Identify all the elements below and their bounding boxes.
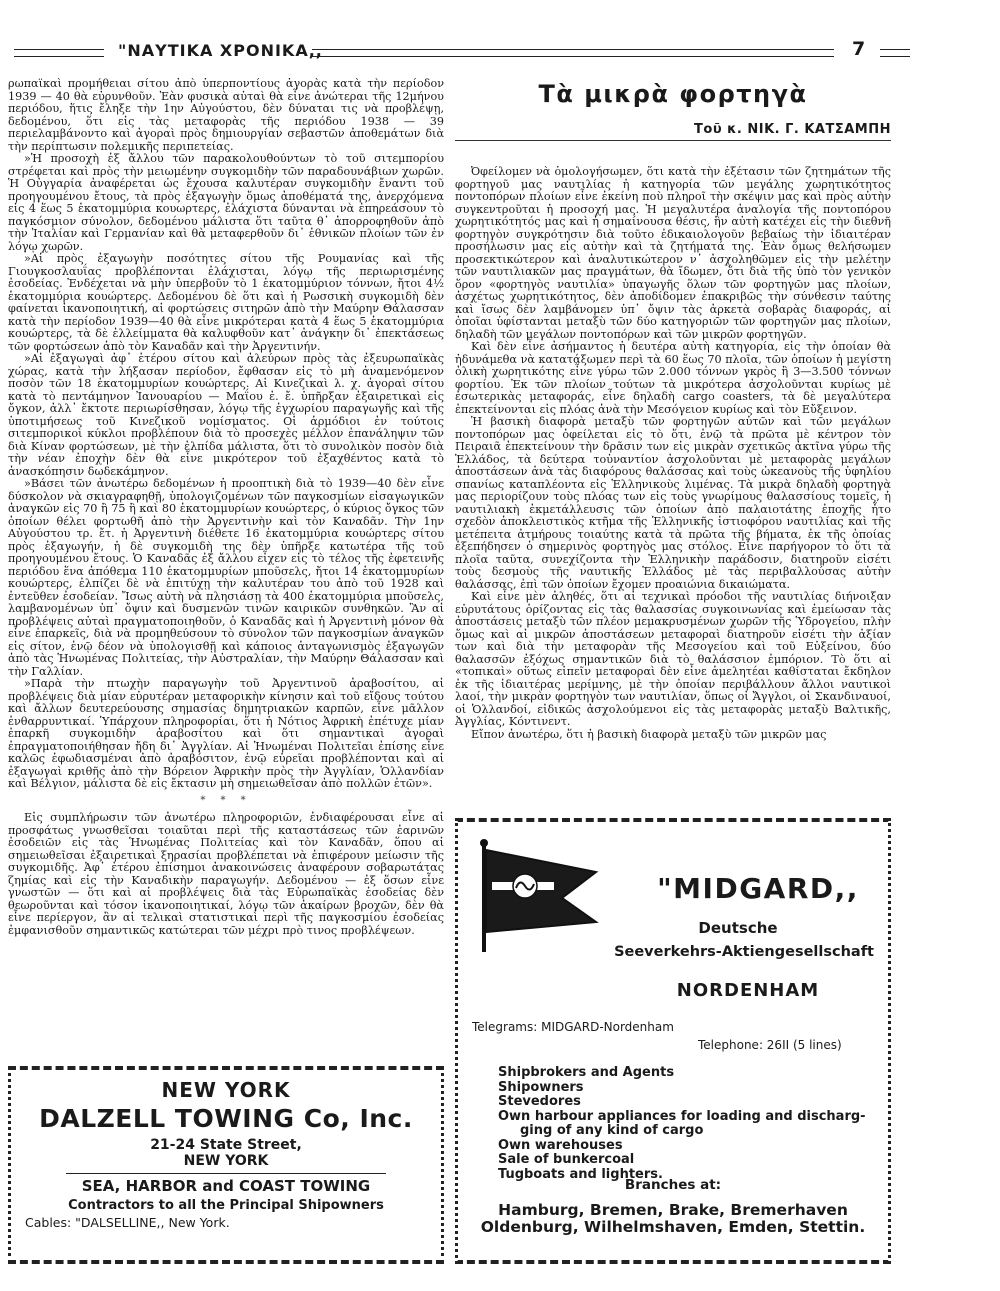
branches-line: Hamburg, Bremen, Brake, Bremerhaven <box>498 1201 848 1219</box>
ad-brand-name: "MIDGARD,, <box>657 872 859 905</box>
ad-services-list <box>498 1066 878 1182</box>
header-rule-middle <box>312 49 834 57</box>
ad-company-prefix: Deutsche <box>698 919 778 937</box>
service-item: Own warehouses <box>498 1137 623 1153</box>
article-paragraph: Καὶ εἶνε μὲν ἀληθές, ὅτι αἱ τεχνικαὶ πρόοδοι τῆς ναυτιλίας διήνοιξαν εὐρυτάτους ὁρίζοντας εἰς τὰς θαλασσίας συγκοινωνίας καὶ ἐμείωσαν τὰς ἀποστάσεις μεταξὺ τῶν πλέον μεμακρυσμένων χωρῶν τῆς Ὑδρογείου, πλὴν ὅμως καὶ αἱ μικρῶν ἀποστάσεων μεταφοραὶ διατηροῦν εἰσέτι τὴν ἀξίαν των καὶ διὰ τὴν μεταφορὰν τῆς Μεσογείου καὶ τοῦ Εὐξείνου, δύο θαλασσῶν ἐξόχως σημαντικῶν διὰ τὸ θαλάσσιον ἐμπόριον. Τὸ ὅτι αἱ «τοπικαὶ» οὕτως εἰπεῖν μεταφοραὶ δὲν εἶνε ἀμελητέαι καθίσταται ἔκδηλον ἐκ τῆς ἰδιαιτέρας μερίμνης, μὲ τὴν ὁποίαν περιβάλλουν ἄλλοι ναυτικοὶ λαοί, τὴν μικρὰν φορτηγὸν των ναυτιλίαν, ὅπως οἱ Ἄγγλοι, οἱ Σκανδιναυοί, οἱ Ὁλλανδοί, εἰδικῶς ἀσχολούμενοι εἰς τὰς μεταφορὰς μεταξὺ Βαλτικῆς, Ἀγγλίας, Κόντινεντ. <box>455 590 891 728</box>
ad-branches-title: Branches at: <box>624 1177 722 1193</box>
ad-address-street: 21-24 State Street, <box>150 1137 302 1153</box>
left-column-text <box>8 78 444 1063</box>
left-paragraph: »Αἱ ἐξαγωγαὶ ἀφ᾽ ἑτέρου σίτου καὶ ἀλεύρων πρὸς τὰς ἐξευρωπαϊκὰς χώρας, κατὰ τὴν λήξασαν περίοδον, ἔφθασαν εἰς τὸ μὴ ἀναμενόμενον ποσὸν τῶν 18 ἑκατομμυρίων κουώρτερς. Αἱ Κινεζικαὶ λ. χ. ἀγοραὶ σίτου κατὰ τὸ πεντάμηνον Ἰανουαρίου — Μαΐου ἐ. ἔ. ὑπῆρξαν ἐξαιρετικαὶ εἰς ὄγκον, ἀλλ᾽ ἔκτοτε περιωρίσθησαν, λόγῳ τῆς ἐγχωρίου παραγωγῆς καὶ τῆς ὑποτιμήσεως τοῦ Κινεζικοῦ νομίσματος. Οἱ ἁρμόδιοι ἐν τούτοις σιτεμπορικοὶ κύκλοι προβλέπουν διὰ τὸ προσεχὲς μέλλον ἐπανάληψιν τῶν διὰ Κίναν φορτώσεων, μὲ τὴν ἐλπίδα μάλιστα, ὅτι τὸ συνολικὸν ποσὸν διὰ τὴν νέαν ἐποχὴν δὲν θὰ εἶνε μικρότερον τοῦ ἐξαχθέντος κατὰ τὸ ἀνασκόπησιν δωδεκάμηνον. <box>8 352 444 478</box>
service-item: Shipbrokers and Agents <box>498 1065 675 1080</box>
ad-company-name: DALZELL TOWING Co, Inc. <box>39 1104 413 1133</box>
ad-dalzell-towing <box>8 1066 444 1264</box>
ad-telegrams: Telegrams: MIDGARD-Nordenham <box>472 1020 674 1034</box>
service-item: Tugboats and lighters. <box>498 1166 663 1182</box>
ad-branches <box>458 1202 888 1236</box>
closing-paragraph: Εἰς συμπλήρωσιν τῶν ἀνωτέρω πληροφοριῶν, ἐνδιαφέρουσαι εἶνε αἱ προσφάτως γνωσθεῖσαι τοιαῦται περὶ τῆς καταστάσεως τῶν ἐαρινῶν ἐσοδειῶν εἰς τὰς Ἡνωμένας Πολιτείας καὶ τὸν Καναδᾶν, ὅπου αἱ σημειωθεῖσαι ἐξαιρετικαὶ ξηρασίαι προβλέπεται νὰ ἐπιφέρουν μείωσιν τῆς συγκομιδῆς. Ἀφ᾽ ἑτέρου ἐπίσημοι ἀνακοινώσεις ἀναφέρουν σοβαρωτάτας ζημίας καὶ εἰς τὴν Καναδικὴν παραγωγήν. Δεδομένου — ἐξ ὅσων εἶνε γνωστῶν — ὅτι καὶ αἱ προβλέψεις διὰ τὰς Εὐρωπαϊκὰς ἐσοδείας δὲν θεωροῦνται καὶ τόσον ἱκανοποιητικαί, λόγῳ τῶν ἀκαίρων βροχῶν, δὲν θὰ εἶνε περίεργον, ἂν αἱ τελικαὶ στατιστικαὶ περὶ τῆς παγκοσμίου ἐσοδείας ἐμφανισθοῦν σημαντικῶς κατώτεραι τῶν μέχρι πρὸ τινος προβλέψεων. <box>8 811 444 937</box>
ad-divider <box>66 1173 386 1174</box>
running-header <box>14 38 956 68</box>
article-paragraph: Ὀφείλομεν νὰ ὁμολογήσωμεν, ὅτι κατὰ τὴν ἐξέτασιν τῶν ζητημάτων τῆς φορτηγοῦ μας ναυτιλίας ἡ κατηγορία τῶν μεγάλης χωρητικότητος ποντοπόρων πλοίων εἶνε ἐκείνη ποὺ πληροῖ τὴν σκέψιν μας καὶ πρὸς αὐτὴν συγκεντροῦται ἡ προσοχή μας. Ἡ μεγαλυτέρα ἀναλογία τῆς ποντοπόρου χωρητικότητός μας καὶ ἡ σημαίνουσα θέσις, ἣν αὐτὴ κατέχει εἰς τὴν διεθνῆ φορτηγὸν συγκρότησιν διὰ τοῦτο ἐδικαιολογοῦν βεβαίως τὴν ἰδιαιτέραν προσήλωσιν μας εἰς αὐτὴν καὶ τὰ ζητήματά της. Ἐὰν ὅμως θελήσωμεν προσεκτικώτερον καὶ ἀναλυτικώτερον ν᾽ ἀσχοληθῶμεν εἰς τὴν μελέτην τῶν ναυτιλιακῶν μας πραγμάτων, θὰ ἴδωμεν, ὅτι διὰ τῆς ὑπὸ τὸν γενικὸν ὅρον «φορτηγὸς ναυτιλία» ὑπαγωγῆς ὅλων τῶν φορτηγῶν μας πλοίων, ἀσχέτως χωρητικότητος, δὲν ἀποδίδομεν ἐπακριβῶς τὴν σύνθεσιν ταύτης καὶ ἴσως δὲν λαμβάνομεν ὑπ᾽ ὄψιν τὰς ἀρκετὰ σοβαρὰς διαφοράς, αἱ ὁποῖαι ὑφίστανται μεταξὺ τῶν δύο κατηγοριῶν τῶν φορτηγῶν μας πλοίων, δηλαδὴ τῶν μεγάλων ποντοπόρων καὶ τῶν μικρῶν φορτηγῶν. <box>455 166 891 341</box>
ad-city: NEW YORK <box>161 1078 291 1102</box>
article-paragraph: Ἡ βασικὴ διαφορὰ μεταξὺ τῶν φορτηγῶν αὐτῶν καὶ τῶν μεγάλων ποντοπόρων μας ὀφείλεται εἰς τὸ ὅτι, ἐνῷ τὰ πρῶτα μὲ κέντρον τὸν Πειραιᾶ ἐπεκτείνουν τὴν δρᾶσιν των εἰς μικρὰν σχετικῶς ἀκτῖνα γύρω τῆς Ἑλλάδος, τὰ δεύτερα τοὐναντίον ἀσχολοῦνται μὲ μεταφορὰς μεγάλων ἀποστάσεων ἀνὰ τὰς διαφόρους θαλάσσας καὶ τοὺς ὠκεανοὺς τῆς ὑφηλίου σπανίως καταπλέοντα εἰς Ἑλληνικοὺς λιμένας. Τὰ μικρὰ δηλαδὴ φορτηγὰ μας περιορίζουν τοὺς πλόας των εἰς τοὺς γνωρίμους θαλασσίους τομεῖς, ἡ ναυτιλιακὴ ἐκμετάλλευσις τῶν ὁποίων ἀπὸ παλαιοτάτης ἐποχῆς ἦτο σχεδὸν ἀποκλειστικὸς κτῆμα τῆς Ἑλληνικῆς ἱστιοφόρου ναυτιλίας καὶ τῆς μετέπειτα ἀτμήρους τοιαύτης κατὰ τὰ πρῶτα τῆς βήματα, ἐκ τῆς ὁποίας ἐξεπήδησεν ὁ σημερινὸς φορτηγὸς μας στόλος. Εἶνε παρήγορον τὸ ὅτι τὰ πλοῖα ταῦτα, συνεχίζοντα τὴν Ἑλληνικὴν παράδοσιν, διατηροῦν εἰσέτι τοὺς δεσμοὺς τῆς ναυτικῆς Ἑλλάδος μὲ τὰς περιβαλλούσας αὐτὴν θαλάσσας, ἐπὶ τῶν ὁποίων ἔχομεν προαιώνια δικαιώματα. <box>455 415 891 591</box>
article-paragraph: Καὶ δὲν εἶνε ἀσήμαντος ἡ δευτέρα αὐτὴ κατηγορία, εἰς τὴν ὁποίαν θὰ ἠδυνάμεθα νὰ κατατάξωμεν περὶ τὰ 60 ἕως 70 πλοῖα, τῶν ὁποίων ἡ μεγίστη ὁλικὴ χωρητικότης εἶνε γύρω τῶν 2.000 τόννων γκρὸς ἢ 3—3.500 τόννων φορτίου. Ἐκ τῶν πλοίων τούτων τὰ μικρότερα ἀσχολοῦνται κυρίως μὲ ἐσωτερικὰς μεταφοράς, εἶνε δηλαδὴ cargo coasters, τὰ δὲ μεγαλύτερα ἐπεκτείνονται εἰς πλόας ἀνὰ τὴν Μεσόγειον κυρίως καὶ τὸν Εὔξεινον. <box>455 340 891 416</box>
journal-title: "ΝΑΥΤΙΚΑ ΧΡΟΝΙΚΑ,, <box>118 41 323 60</box>
page-number: 7 <box>852 38 866 60</box>
left-paragraph: »Ἡ προσοχὴ ἐξ ἄλλου τῶν παρακολουθούντων τὸ τοῦ σιτεμπορίου στρέφεται καὶ πρὸς τὴν μειωμένην συγκομιδὴν τῶν παραδουνάβιων χωρῶν. Ἡ Οὐγγαρία ἀναφέρεται ὡς ἔχουσα καλυτέραν συγκομιδὴν ἔναντι τοῦ προηγουμένου ἔτους, τὰ πρὸς ἐξαγωγὴν ὅμως ἀποθέματά της, ἀνερχόμενα εἰς 4 ἕως 5 ἑκατομμύρια κουωρτερς, ἐλάχιστα δύνανται νὰ ἐπηρεάσουν τὸ παγκόσμιον σύνολον, δεδομένου μάλιστα ὅτι ταῦτα θ᾽ ἀπορροφηθοῦν ἀπὸ τὴν Ἰταλίαν καὶ Γερμανίαν καὶ θὰ μεταφερθοῦν δι᾽ ἐθνικῶν πλοίων τῶν ἐν λόγῳ χωρῶν. <box>8 152 444 253</box>
left-paragraph: »Αἱ πρὸς ἐξαγωγὴν ποσότητες σίτου τῆς Ρουμανίας καὶ τῆς Γιουγκοσλαυΐας προβλέπονται ἐλάχισται, λόγῳ τῆς περιωρισμένης ἐσοδείας. Ἐνδέχεται νὰ μὴν ὑπερβοῦν τὸ 1 ἑκατομμύριον τόννων, ἤτοι 4½ ἑκατομμύρια κουώρτερς. Δεδομένου δὲ ὅτι καὶ ἡ Ρωσσικὴ συγκομιδὴ δὲν φαίνεται ἱκανοποιητική, αἱ φορτώσεις σιτηρῶν ἀπὸ τὴν Μαύρην Θάλασσαν κατὰ τὴν περίοδον 1939—40 θὰ εἶνε μικρότεραι κατὰ 4 ἕως 5 ἑκατομμύρια κουώρτερς, τὰ δὲ ἐλλείμματα θὰ καλυφθοῦν κατ᾽ ἀνάγκην δι᾽ ἐπεκτάσεως τῶν φορτώσεων ἀπὸ τὸν Καναδᾶν καὶ τὴν Ἀργεντινήν. <box>8 252 444 353</box>
flag-pennant <box>486 850 596 932</box>
article-paragraph: Εἴπον ἀνωτέρω, ὅτι ἡ βασικὴ διαφορὰ μεταξὺ τῶν μικρῶν μας <box>471 727 827 741</box>
section-separator: * * * <box>200 794 252 806</box>
right-column-text <box>455 166 891 811</box>
flag-logo-icon <box>470 836 600 954</box>
ad-location: NORDENHAM <box>676 980 820 1001</box>
service-item: Sale of bunkercoal <box>498 1152 635 1167</box>
ad-cables: Cables: "DALSELLINE,, New York. <box>25 1215 230 1230</box>
left-paragraph: »Παρὰ τὴν πτωχὴν παραγωγὴν τοῦ Ἀργεντινοῦ ἀραβοσίτου, αἱ προβλέψεις διὰ μίαν εὐρυτέραν μεταφορικὴν κίνησιν καὶ τοῦ εἴδους τούτου καὶ ἄλλων δευτερεύουσης σημασίας δημητριακῶν καρπῶν, εἶνε μᾶλλον ἐνθαρρυντικαί. Ὑπάρχουν πληροφορίαι, ὅτι ἡ Νότιος Ἀφρικὴ ἐπέτυχε μίαν ἐπαρκῆ συγκομιδὴν ἀραβοσίτου καὶ ὅτι σημαντικαὶ ἀγοραὶ ἐπραγματοποιήθησαν ἤδη δι᾽ Ἀγγλίαν. Αἱ Ἡνωμέναι Πολιτεῖαι ἐπίσης εἶνε καλῶς ἐφωδιασμέναι ἀπὸ ἀραβόσιτον, ἐνῷ εὐρεῖαι προβλέπονται καὶ αἱ ἐξαγωγαὶ κριθῆς ἀπὸ τὴν Βόρειον Ἀφρικὴν πρὸς τὴν Ἀγγλίαν, Ὁλλανδίαν καὶ Βέλγιον, μάλιστα δὲ εἰς ἔκτασιν μὴ σημειωθεῖσαν ἀπὸ πολλῶν ἐτῶν». <box>8 677 444 790</box>
service-item: Own harbour appliances for loading and discharg- <box>498 1108 866 1124</box>
service-item: Shipowners <box>498 1079 584 1095</box>
ad-company-full: Seeverkehrs-Aktiengesellschaft <box>614 944 874 960</box>
byline-rule <box>455 140 891 141</box>
article-title: Τὰ μικρὰ φορτηγὰ <box>538 80 808 108</box>
ad-address-city: NEW YORK <box>183 1153 269 1169</box>
article-byline: Τοῦ κ. ΝΙΚ. Γ. ΚΑΤΣΑΜΠΗ <box>694 122 891 137</box>
ad-telephone: Telephone: 26II (5 lines) <box>698 1038 842 1052</box>
ad-midgard <box>455 818 891 1264</box>
ad-services: SEA, HARBOR and COAST TOWING <box>81 1177 371 1195</box>
left-paragraph: ρωπαϊκαὶ προμήθειαι σίτου ἀπὸ ὑπερποντίους ἀγορὰς κατὰ τὴν περίοδον 1939 — 40 θὰ εὐρυνθοῦν. Ἐὰν φυσικὰ αὐταὶ θὰ εἶνε ἀνώτεραι τῆς 12μήνου περιόδου, ἥτις ἔληξε τὴν 1ην Αὐγούστου, δὲν δύναται τις νὰ προβλέψῃ, δεδομένου, ὅτι εἰς τὰς μεταφορὰς τῆς περιόδου 1938 — 39 περιελαμβάνοντο καὶ ἀγοραὶ πρὸς δημιουργίαν σεβαστῶν ἀποθεμάτων διὰ τὴν περίπτωσιν πολεμικῆς περιπετείας. <box>8 78 444 153</box>
flag-pole-knob <box>480 839 488 847</box>
header-rule-right <box>880 49 910 57</box>
ad-contractors: Contractors to all the Principal Shipowners <box>68 1198 384 1213</box>
left-paragraph: »Βάσει τῶν ἀνωτέρω δεδομένων ἡ προοπτικὴ διὰ τὸ 1939—40 δὲν εἶνε δύσκολον νὰ σκιαγραφηθῇ, ὑπολογιζομένων τῶν παγκοσμίων εἰσαγωγικῶν ἀναγκῶν εἰς 70 ἢ 75 ἢ καὶ 80 ἑκατομμυρίων κουώρτερς, ὁ κύριος ὄγκος τῶν ὁποίων θέλει φορτωθῆ ἀπὸ τὴν Ἀργεντινὴν καὶ τὸν Καναδᾶν. Τὴν 1ην Αὐγούστου τρ. ἔτ. ἡ Ἀργεντινὴ διέθετε 16 ἑκατομμύρια κουώρτερς σίτου πρὸς ἐξαγωγήν, ἡ δὲ συγκομιδὴ της δὲν ὑπῆρξε κατωτέρα τῆς τοῦ προηγουμένου ἔτους. Ὁ Καναδᾶς ἐξ ἄλλου εἶχεν εἰς τὸ τέλος τῆς ἐφετεινῆς περιόδου ἕνα ἀπόθεμα 110 ἑκατομμυρίων μποῦσελς, ἤτοι 14 ἑκατομμυρίων κουώρτερς, ἐλπίζει δὲ νὰ ἐπιτύχῃ τὴν καλυτέραν του ἀπὸ τοῦ 1928 καὶ ἐντεῦθεν ἐσοδείαν. Ἴσως αὐτὴ νὰ πλησιάσῃ τὰ 400 ἑκατομμύρια μποῦσελς, λαμβανομένων ὑπ᾽ ὄψιν καὶ δυσμενῶν τινῶν καιρικῶν συνθηκῶν. Ἂν αἱ προβλέψεις αὐταὶ πραγματοποιηθοῦν, ὁ Καναδᾶς καὶ ἡ Ἀργεντινὴ μόνον θὰ εἶνε ἐπαρκεῖς, διὰ νὰ προμηθεύσουν τὸ σύνολον τῶν παγκοσμίων ἀναγκῶν εἰς σίτον, ἐνῷ δέον νὰ ὑπολογισθῇ καὶ κάποιος ἀνταγωνισμὸς ἐξαγωγῶν ἀπὸ τὰς Ἡνωμένας Πολιτείας, τὴν Αὐστραλίαν, τὴν Μαύρην Θάλασσαν καὶ τὴν Γαλλίαν. <box>8 477 444 678</box>
service-item: Stevedores <box>498 1094 581 1109</box>
branches-line: Oldenburg, Wilhelmshaven, Emden, Stettin. <box>480 1218 866 1236</box>
service-item: ging of any kind of cargo <box>520 1123 704 1138</box>
header-rule-left <box>14 49 104 57</box>
